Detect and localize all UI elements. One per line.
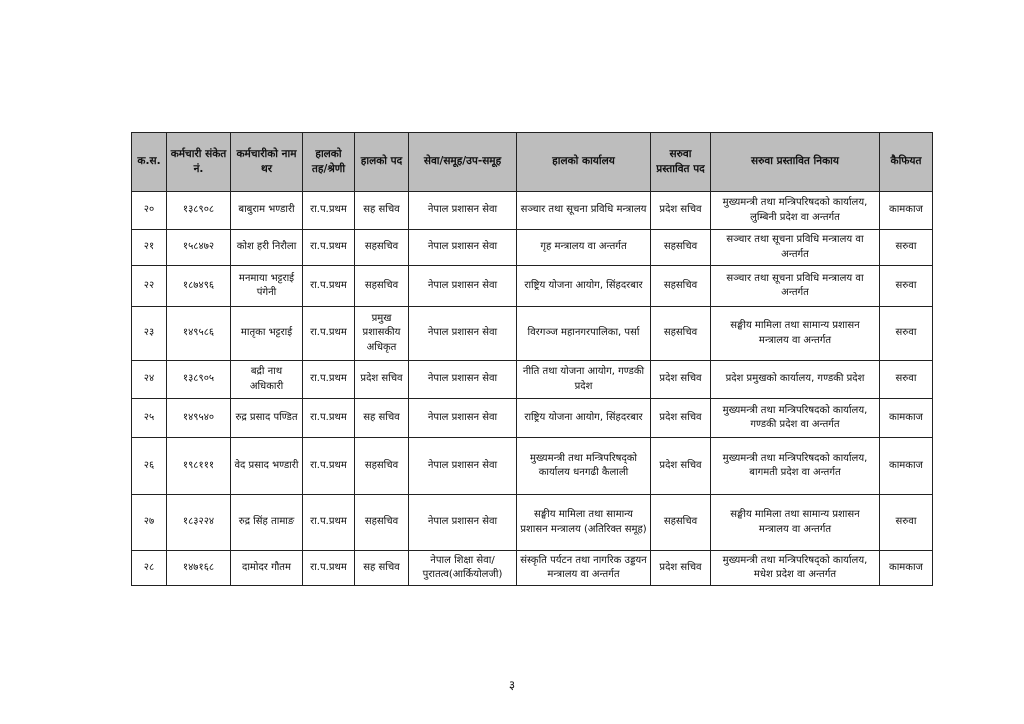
cell-proposed-post: प्रदेश सचिव (651, 399, 711, 438)
cell-current-level: रा.प.प्रथम (303, 266, 355, 307)
cell-service-group: नेपाल शिक्षा सेवा/ पुरातत्व(आर्कियोलजी) (409, 551, 517, 586)
table-row (132, 438, 933, 495)
cell-serial: २५ (132, 399, 167, 438)
header-cell-employee-name: कर्मचारीको नाम थर (231, 133, 303, 192)
cell-employee-name: रुद्र प्रसाद पण्डित (231, 399, 303, 438)
header-cell-current-level: हालको तह/श्रेणी (303, 133, 355, 192)
transfer-table (131, 132, 933, 586)
cell-employee-name: कोश हरी निरौला (231, 230, 303, 266)
cell-current-level: रा.प.प्रथम (303, 438, 355, 495)
cell-current-post: सह सचिव (355, 551, 409, 586)
cell-employee-code: १३८९०५ (167, 361, 231, 399)
cell-employee-code: १८७४९६ (167, 266, 231, 307)
header-cell-proposed-body: सरुवा प्रस्तावित निकाय (711, 133, 880, 192)
table-row (132, 230, 933, 266)
cell-service-group: नेपाल प्रशासन सेवा (409, 361, 517, 399)
cell-employee-name: बद्री नाथ अधिकारी (231, 361, 303, 399)
table-body (132, 192, 933, 586)
cell-current-post: प्रमुख प्रशासकीय अधिकृत (355, 307, 409, 361)
table-row (132, 307, 933, 361)
cell-employee-code: १९८१११ (167, 438, 231, 495)
cell-remarks: कामकाज (880, 192, 933, 230)
cell-proposed-post: प्रदेश सचिव (651, 551, 711, 586)
cell-employee-name: मातृका भट्टराई (231, 307, 303, 361)
cell-service-group: नेपाल प्रशासन सेवा (409, 399, 517, 438)
cell-current-office: सञ्चार तथा सूचना प्रविधि मन्त्रालय (517, 192, 651, 230)
cell-current-post: प्रदेश सचिव (355, 361, 409, 399)
cell-current-post: सहसचिव (355, 230, 409, 266)
cell-proposed-body: मुख्यमन्त्री तथा मन्त्रिपरिषदको कार्यालय, बागमती प्रदेश वा अन्तर्गत (711, 438, 880, 495)
cell-remarks: कामकाज (880, 399, 933, 438)
cell-current-level: रा.प.प्रथम (303, 399, 355, 438)
cell-current-post: सहसचिव (355, 438, 409, 495)
cell-proposed-post: प्रदेश सचिव (651, 438, 711, 495)
header-cell-service-group: सेवा/समूह/उप-समूह (409, 133, 517, 192)
cell-current-post: सहसचिव (355, 266, 409, 307)
cell-serial: २४ (132, 361, 167, 399)
cell-remarks: कामकाज (880, 551, 933, 586)
cell-remarks: सरुवा (880, 230, 933, 266)
cell-current-office: नीति तथा योजना आयोग, गण्डकी प्रदेश (517, 361, 651, 399)
cell-serial: २८ (132, 551, 167, 586)
cell-current-level: रा.प.प्रथम (303, 361, 355, 399)
cell-remarks: सरुवा (880, 361, 933, 399)
cell-proposed-body: सञ्चार तथा सूचना प्रविधि मन्त्रालय वा अन्तर्गत (711, 230, 880, 266)
header-row (132, 133, 933, 192)
cell-current-office: संस्कृति पर्यटन तथा नागरिक उड्डयन मन्त्रालय वा अन्तर्गत (517, 551, 651, 586)
cell-remarks: सरुवा (880, 495, 933, 551)
cell-employee-code: १८३२२४ (167, 495, 231, 551)
cell-proposed-body: मुख्यमन्त्री तथा मन्त्रिपरिषदको कार्यालय, गण्डकी प्रदेश वा अन्तर्गत (711, 399, 880, 438)
cell-employee-name: रुद्र सिंह तामाङ (231, 495, 303, 551)
cell-proposed-post: प्रदेश सचिव (651, 192, 711, 230)
cell-serial: २२ (132, 266, 167, 307)
cell-current-post: सहसचिव (355, 495, 409, 551)
cell-current-level: रा.प.प्रथम (303, 230, 355, 266)
cell-proposed-post: सहसचिव (651, 495, 711, 551)
cell-proposed-post: सहसचिव (651, 307, 711, 361)
cell-current-level: रा.प.प्रथम (303, 551, 355, 586)
cell-serial: २० (132, 192, 167, 230)
cell-remarks: सरुवा (880, 307, 933, 361)
cell-current-office: गृह मन्त्रालय वा अन्तर्गत (517, 230, 651, 266)
table-row (132, 495, 933, 551)
cell-current-post: सह सचिव (355, 192, 409, 230)
cell-employee-code: १४७१६८ (167, 551, 231, 586)
cell-proposed-body: सञ्चार तथा सूचना प्रविधि मन्त्रालय वा अन्तर्गत (711, 266, 880, 307)
cell-current-post: सह सचिव (355, 399, 409, 438)
cell-service-group: नेपाल प्रशासन सेवा (409, 266, 517, 307)
cell-employee-name: वेद प्रसाद भण्डारी (231, 438, 303, 495)
cell-employee-name: मनमाया भट्टराई पंगेनी (231, 266, 303, 307)
cell-serial: २६ (132, 438, 167, 495)
table-row (132, 399, 933, 438)
cell-remarks: सरुवा (880, 266, 933, 307)
header-cell-current-post: हालको पद (355, 133, 409, 192)
cell-proposed-body: सङ्घीय मामिला तथा सामान्य प्रशासन मन्त्रालय वा अन्तर्गत (711, 495, 880, 551)
cell-current-level: रा.प.प्रथम (303, 495, 355, 551)
header-cell-proposed-post: सरुवा प्रस्तावित पद (651, 133, 711, 192)
cell-employee-name: बाबुराम भण्डारी (231, 192, 303, 230)
cell-employee-code: १४९५८६ (167, 307, 231, 361)
cell-proposed-body: मुख्यमन्त्री तथा मन्त्रिपरिषद्को कार्यालय, मधेश प्रदेश वा अन्तर्गत (711, 551, 880, 586)
cell-employee-name: दामोदर गौतम (231, 551, 303, 586)
cell-current-office: राष्ट्रिय योजना आयोग, सिंहदरबार (517, 266, 651, 307)
cell-service-group: नेपाल प्रशासन सेवा (409, 495, 517, 551)
table-header (132, 133, 933, 192)
cell-current-office: विरगञ्ज महानगरपालिका, पर्सा (517, 307, 651, 361)
table-row (132, 361, 933, 399)
header-cell-current-office: हालको कार्यालय (517, 133, 651, 192)
header-cell-serial: क.स. (132, 133, 167, 192)
cell-service-group: नेपाल प्रशासन सेवा (409, 230, 517, 266)
cell-employee-code: १३८९०८ (167, 192, 231, 230)
cell-proposed-body: सङ्घीय मामिला तथा सामान्य प्रशासन मन्त्रालय वा अन्तर्गत (711, 307, 880, 361)
cell-serial: २७ (132, 495, 167, 551)
table-row (132, 551, 933, 586)
cell-current-office: राष्ट्रिय योजना आयोग, सिंहदरबार (517, 399, 651, 438)
header-cell-remarks: कैफियत (880, 133, 933, 192)
cell-proposed-post: प्रदेश सचिव (651, 361, 711, 399)
cell-current-level: रा.प.प्रथम (303, 307, 355, 361)
cell-current-office: मुख्यमन्त्री तथा मन्त्रिपरिषद्को कार्यालय धनगढी कैलाली (517, 438, 651, 495)
cell-proposed-post: सहसचिव (651, 230, 711, 266)
cell-remarks: कामकाज (880, 438, 933, 495)
header-cell-employee-code: कर्मचारी संकेत नं. (167, 133, 231, 192)
table-row (132, 266, 933, 307)
page-number: ३ (508, 678, 516, 692)
table-row (132, 192, 933, 230)
cell-service-group: नेपाल प्रशासन सेवा (409, 192, 517, 230)
cell-serial: २१ (132, 230, 167, 266)
cell-current-level: रा.प.प्रथम (303, 192, 355, 230)
cell-proposed-post: सहसचिव (651, 266, 711, 307)
cell-serial: २३ (132, 307, 167, 361)
cell-employee-code: १५८४७२ (167, 230, 231, 266)
cell-proposed-body: प्रदेश प्रमुखको कार्यालय, गण्डकी प्रदेश (711, 361, 880, 399)
cell-service-group: नेपाल प्रशासन सेवा (409, 438, 517, 495)
cell-current-office: सङ्घीय मामिला तथा सामान्य प्रशासन मन्त्रालय (अतिरिक्त समूह) (517, 495, 651, 551)
cell-employee-code: १४९५४० (167, 399, 231, 438)
cell-proposed-body: मुख्यमन्त्री तथा मन्त्रिपरिषदको कार्यालय, लुम्बिनी प्रदेश वा अन्तर्गत (711, 192, 880, 230)
cell-service-group: नेपाल प्रशासन सेवा (409, 307, 517, 361)
